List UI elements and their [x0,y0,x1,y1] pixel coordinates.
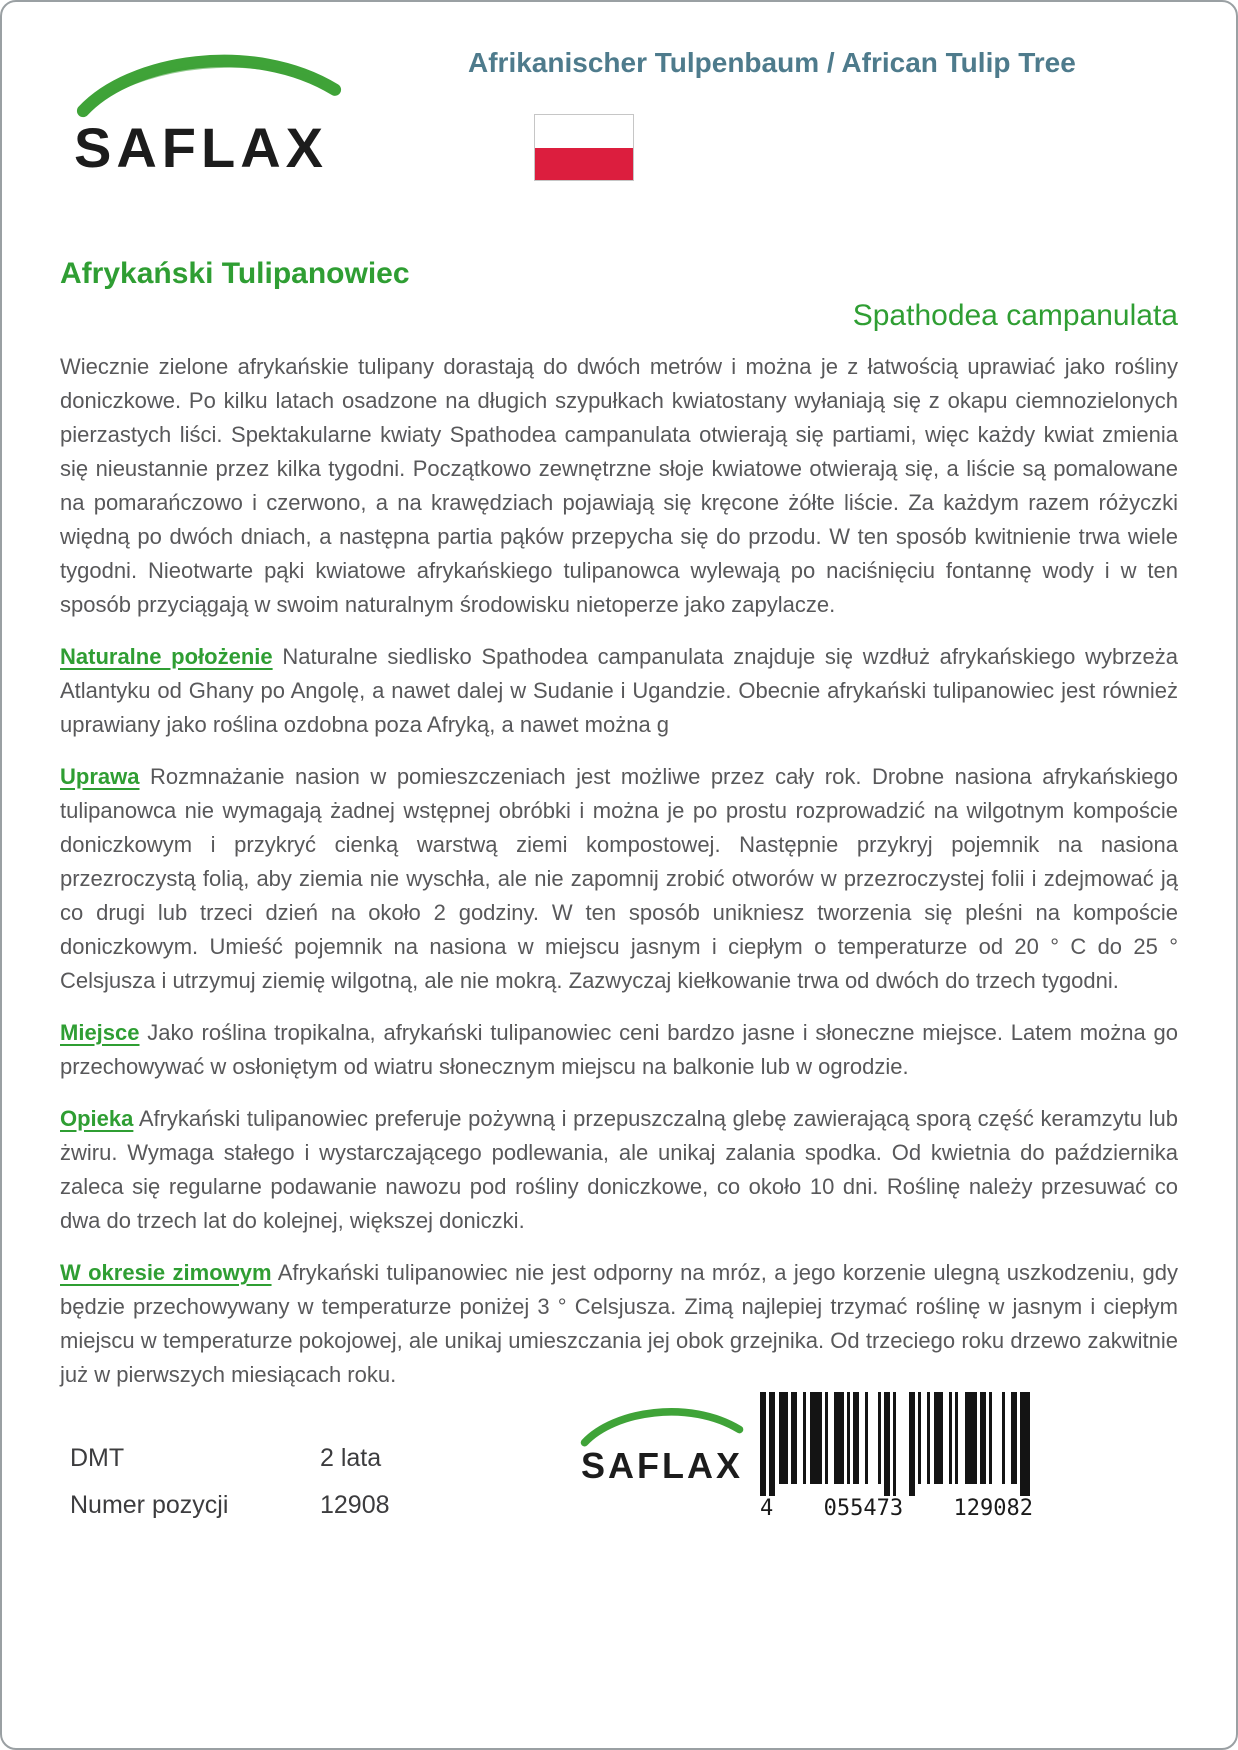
brand-name-small: SAFLAX [581,1445,743,1486]
barcode-digit-group-2: 055473 [823,1496,904,1521]
item-number-label: Numer pozycji [70,1491,229,1519]
brand-arc-icon [74,40,354,118]
flag-white-stripe [535,115,633,148]
section-text-winter: Afrykański tulipanowiec nie jest odporny na mróz, a jego korzenie ulegną uszkodzeniu, gdy będzie przechowywany w temperaturze poniżej 3 ° Celsjusza. Zimą najlepiej trzymać roślinę w jasnym i ciepłym miejscu w temperaturze pokojowej, ale unikaj umieszczania jej obok grzejnika. Od trzeciego roku drzewo zakwitnie już w pierwszych miesiącach roku. [60,1260,1178,1387]
barcode-bars [760,1392,1033,1496]
section-heading-location: Miejsce [60,1020,140,1045]
barcode-digits [760,1498,1033,1520]
botanical-name: Spathodea campanulata [852,299,1178,332]
footer-meta [70,1444,390,1520]
section-cultivation [60,760,1178,998]
section-location [60,1016,1178,1084]
section-heading-natural-habitat: Naturalne położenie [60,644,273,669]
section-text-location: Jako roślina tropikalna, afrykański tulipanowiec ceni bardzo jasne i słoneczne miejsce. Latem można go przechowywać w osłoniętym od wiatru słonecznym miejscu na balkonie lub w ogrodzie. [60,1020,1178,1079]
footer [60,1378,1178,1520]
section-heading-care: Opieka [60,1106,134,1131]
product-title-de-en: Afrikanischer Tulpenbaum / African Tulip Tree [468,47,1076,78]
section-natural-habitat [60,640,1178,742]
body-copy [60,350,1178,1392]
brand-name: SAFLAX [74,116,328,179]
section-text-care: Afrykański tulipanowiec preferuje pożywną i przepuszczalną glebę zawierającą sporą część keramzytu lub żwiru. Wymaga stałego i wystarczającego podlewania, ale unikaj zalania spodka. Od kwietnia do października zaleca się regularne podawanie nawozu pod rośliny doniczkowe, co około 10 dni. Roślinę należy przesuwać co dwa do trzech lat do kolejnej, większej doniczki. [60,1106,1178,1233]
section-text-cultivation: Rozmnażanie nasion w pomieszczeniach jest możliwe przez cały rok. Drobne nasiona afrykańskiego tulipanowca nie wymagają żadnej wstępnej obróbki i można je po prostu rozprowadzić na wilgotnym kompoście doniczkowym i przykryć cienką warstwą ziemi kompostowej. Następnie przykryj pojemnik na nasiona przezroczystą folią, aby ziemia nie wyschła, ale nie zapomnij zrobić otworów w przezroczystej folii i zdejmować ją co drugi lub trzeci dzień na około 2 godziny. W ten sposób unikniesz tworzenia się pleśni na kompoście doniczkowym. Umieść pojemnik na nasiona w miejscu jasnym i ciepłym o temperaturze od 20 ° C do 25 ° Celsjusza i utrzymuj ziemię wilgotną, ale nie mokrą. Zazwyczaj kiełkowanie trwa od dwóch do trzech tygodni. [60,764,1178,993]
barcode-digit-group-1: 4 [760,1496,774,1521]
section-care [60,1102,1178,1238]
brand-arc-icon-small [574,1399,750,1447]
saflax-logo-small [574,1399,750,1484]
product-title-pl: Afrykański Tulipanowiec [60,257,410,290]
section-heading-winter: W okresie zimowym [60,1260,272,1285]
intro-paragraph: Wiecznie zielone afrykańskie tulipany dorastają do dwóch metrów i można je z łatwością uprawiać jako rośliny doniczkowe. Po kilku latach osadzone na długich szypułkach kwiatostany wyłaniają się z okapu ciemnozielonych pierzastych liści. Spektakularne kwiaty Spathodea campanulata otwierają się partiami, więc każdy kwiat zmienia się nieustannie przez kilka tygodni. Początkowo zewnętrzne słoje kwiatowe otwierają się, a liście są pomalowane na pomarańczowo i czerwono, a na krawędziach pojawiają się kręcone żółte liście. Za każdym razem różyczki więdną po dwóch dniach, a następna partia pąków przepycha się do przodu. W ten sposób kwitnienie trwa wiele tygodni. Nieotwarte pąki kwiatowe afrykańskiego tulipanowca wylewają po naciśnięciu fontannę wody i w ten sposób przyciągają w swoim naturalnym środowisku nietoperze jako zapylacze. [60,354,1178,617]
section-text-natural-habitat: Naturalne siedlisko Spathodea campanulata znajduje się wzdłuż afrykańskiego wybrzeża Atlantyku od Ghany po Angolę, a nawet dalej w Sudanie i Ugandzie. Obecnie afrykański tulipanowiec jest również uprawiany jako roślina ozdobna poza Afryką, a nawet można g [60,644,1178,737]
dmt-label: DMT [70,1444,125,1472]
item-number-value: 12908 [320,1491,390,1519]
flag-red-stripe [535,148,633,181]
section-heading-cultivation: Uprawa [60,764,140,789]
barcode-digit-group-3: 129082 [953,1496,1033,1521]
barcode [760,1392,1033,1520]
saflax-logo [74,40,354,179]
poland-flag-icon [534,114,634,181]
section-winter [60,1256,1178,1392]
dmt-value: 2 lata [320,1444,382,1472]
header [60,36,1178,238]
